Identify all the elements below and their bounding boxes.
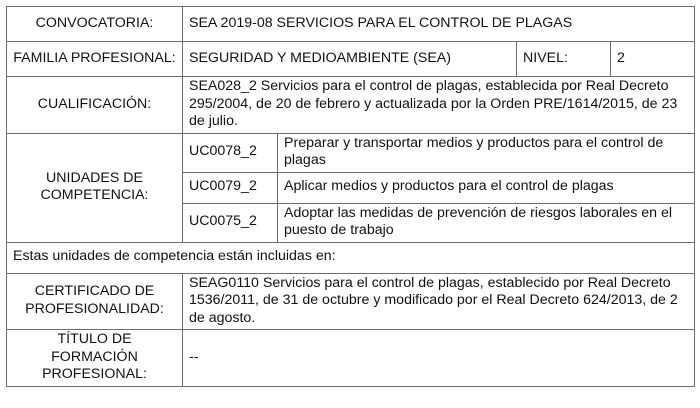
cualificacion-value: SEA028_2 Servicios para el control de plagas, establecida por Real Decreto 295/2004, de 20 de febrero y actualizada por la Orden PRE/1614/2015, de 23 de julio. (183, 77, 695, 134)
unidad-code: UC0079_2 (183, 172, 278, 203)
qualification-table (6, 6, 695, 387)
cualificacion-label: CUALIFICACIÓN: (7, 77, 183, 134)
unidades-label: UNIDADES DE COMPETENCIA: (7, 133, 183, 242)
certificado-value: SEAG0110 Servicios para el control de plagas, establecido por Real Decreto 1536/2011, de 31 de octubre y modificado por el Real Decreto 624/2013, de 2 de agosto. (183, 273, 695, 330)
row-titulo (7, 330, 695, 387)
row-certificado (7, 273, 695, 330)
row-convocatoria (7, 7, 695, 42)
row-familia (7, 42, 695, 77)
unidad-desc: Adoptar las medidas de prevención de riesgos laborales en el puesto de trabajo (278, 203, 695, 242)
convocatoria-label: CONVOCATORIA: (7, 7, 183, 42)
unidad-code: UC0075_2 (183, 203, 278, 242)
row-unidad (7, 133, 695, 172)
nivel-label: NIVEL: (517, 42, 611, 77)
nivel-value: 2 (611, 42, 695, 77)
row-incluidas (7, 242, 695, 273)
titulo-value: -- (183, 330, 695, 387)
unidad-code: UC0078_2 (183, 133, 278, 172)
familia-label: FAMILIA PROFESIONAL: (7, 42, 183, 77)
certificado-label: CERTIFICADO DE PROFESIONALIDAD: (7, 273, 183, 330)
row-cualificacion (7, 77, 695, 134)
unidad-desc: Preparar y transportar medios y productos para el control de plagas (278, 133, 695, 172)
titulo-label: TÍTULO DE FORMACIÓN PROFESIONAL: (7, 330, 183, 387)
familia-value: SEGURIDAD Y MEDIOAMBIENTE (SEA) (183, 42, 517, 77)
unidad-desc: Aplicar medios y productos para el control de plagas (278, 172, 695, 203)
incluidas-note: Estas unidades de competencia están incluidas en: (7, 242, 695, 273)
convocatoria-value: SEA 2019-08 SERVICIOS PARA EL CONTROL DE PLAGAS (183, 7, 695, 42)
